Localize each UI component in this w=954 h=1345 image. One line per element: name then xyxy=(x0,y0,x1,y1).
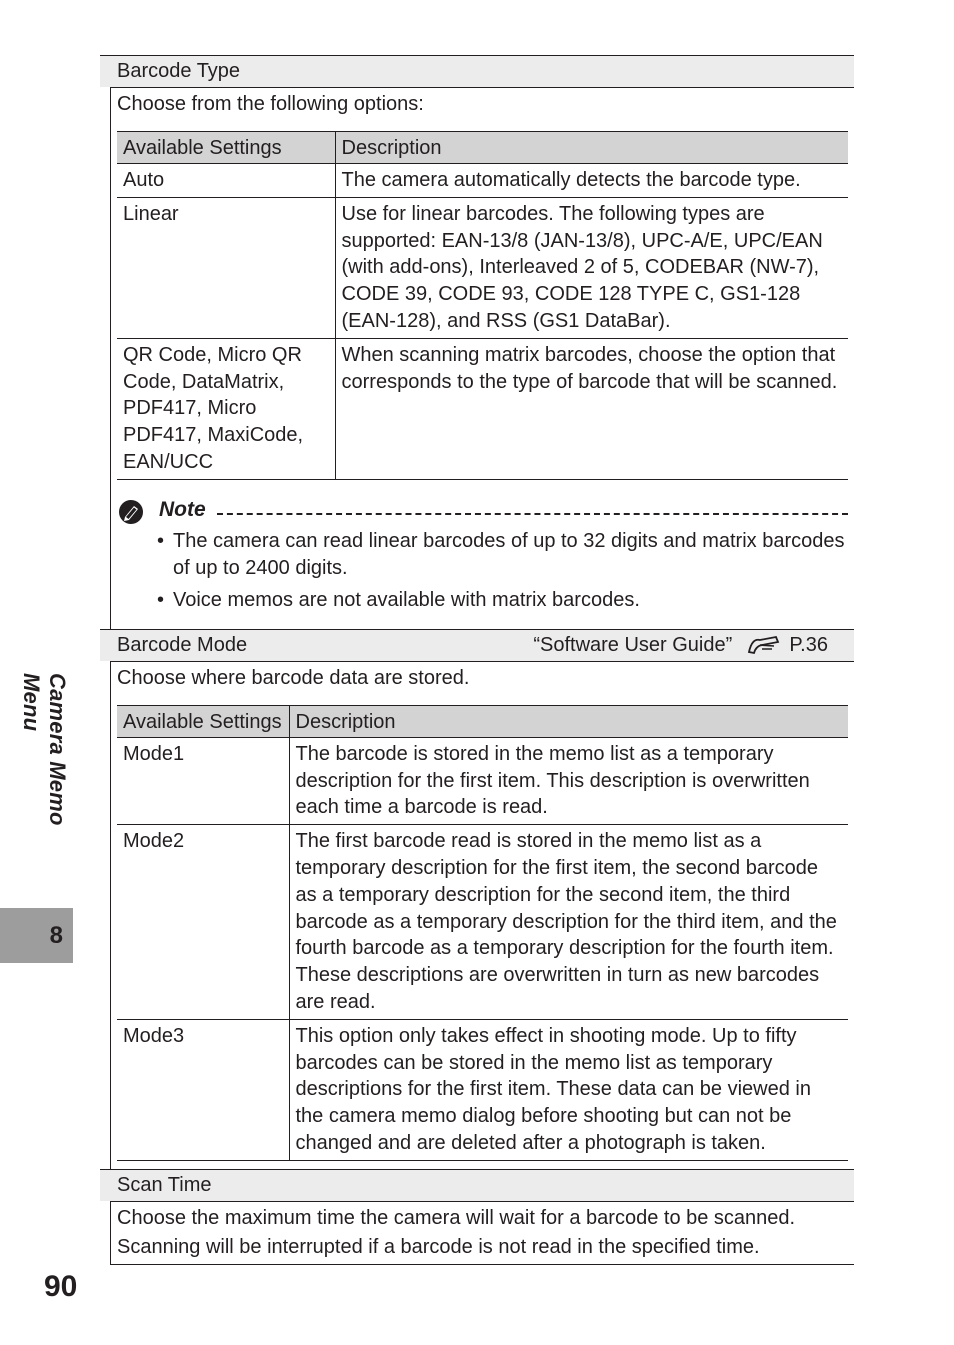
description-cell: Use for linear barcodes. The following types are supported: EAN-13/8 (JAN-13/8), UPC-A/E, UPC/EAN (with add-ons), Interleaved 2 of 5, CODEBAR (NW-7), CODE 39, CODE 93, CODE 128 TYPE C, GS1-128 (EAN-128), and RSS (GS1 DataBar). xyxy=(335,197,848,338)
note-title: Note xyxy=(159,497,206,521)
note-box xyxy=(117,496,848,614)
note-dashed-rule xyxy=(217,513,848,515)
description-cell: The camera automatically detects the barcode type. xyxy=(335,164,848,198)
table-row xyxy=(117,338,848,479)
setting-cell: QR Code, Micro QR Code, DataMatrix, PDF417, Micro PDF417, MaxiCode, EAN/UCC xyxy=(117,338,335,479)
description-cell: The first barcode read is stored in the memo list as a temporary description for the first item, the second barcode as a temporary description for the second item, the third barcode as a temporary description for the third item, and the fourth barcode as a temporary description for the fourth item. These descriptions are overwritten in turn as new barcodes are read. xyxy=(289,825,848,1020)
barcode-mode-intro: Choose where barcode data are stored. xyxy=(117,666,470,689)
barcode-type-table xyxy=(117,131,848,480)
column-header-settings: Available Settings xyxy=(117,705,289,737)
note-list xyxy=(117,528,848,614)
setting-cell: Mode2 xyxy=(117,825,289,1020)
table-row xyxy=(117,1019,848,1160)
table-header-row xyxy=(117,132,848,164)
setting-cell: Linear xyxy=(117,197,335,338)
scan-time-body xyxy=(110,1201,854,1265)
barcode-mode-title: Barcode Mode xyxy=(117,633,248,656)
table-header-row xyxy=(117,705,848,737)
table-row xyxy=(117,825,848,1020)
column-header-description: Description xyxy=(335,132,848,164)
note-heading xyxy=(117,496,848,526)
chapter-side-label: Camera Memo Menu xyxy=(19,673,70,826)
description-cell: The barcode is stored in the memo list as a temporary description for the first item. This description is overwritten each time a barcode is read. xyxy=(289,737,848,824)
description-cell: When scanning matrix barcodes, choose the option that corresponds to the type of barcode that will be scanned. xyxy=(335,338,848,479)
column-header-settings: Available Settings xyxy=(117,132,335,164)
setting-cell: Mode3 xyxy=(117,1019,289,1160)
scan-time-header xyxy=(100,1169,854,1201)
list-item: • The camera can read linear barcodes of up to 32 digits and matrix barcodes of up to 2400 digits. xyxy=(157,528,848,582)
note-pencil-icon xyxy=(117,498,145,534)
chapter-number-tab: 8 xyxy=(0,908,73,963)
page-number: 90 xyxy=(44,1270,78,1303)
setting-cell: Mode1 xyxy=(117,737,289,824)
barcode-type-body xyxy=(110,87,854,629)
barcode-mode-table xyxy=(117,705,848,1161)
page-reference-icon xyxy=(746,634,782,665)
table-row xyxy=(117,737,848,824)
barcode-mode-body xyxy=(110,661,854,1169)
table-row xyxy=(117,197,848,338)
column-header-description: Description xyxy=(289,705,848,737)
description-cell: This option only takes effect in shooting mode. Up to fifty barcodes can be stored in the memo list as temporary descriptions for the first item. These data can be viewed in the camera memo dialog before shooting but can not be changed and are deleted after a photograph is taken. xyxy=(289,1019,848,1160)
list-item: • Voice memos are not available with matrix barcodes. xyxy=(157,587,848,614)
barcode-type-intro: Choose from the following options: xyxy=(117,93,424,115)
page-content xyxy=(100,55,854,1265)
table-row xyxy=(117,164,848,198)
scan-time-title: Scan Time xyxy=(117,1173,212,1196)
scan-time-description: Choose the maximum time the camera will wait for a barcode to be scanned. Scanning will be interrupted if a barcode is not read in the specified time. xyxy=(117,1206,796,1258)
barcode-mode-header xyxy=(100,629,854,661)
reference-page: P.36 xyxy=(789,633,828,656)
barcode-type-header xyxy=(100,55,854,87)
software-guide-reference xyxy=(533,630,828,665)
barcode-type-title: Barcode Type xyxy=(117,60,241,82)
setting-cell: Auto xyxy=(117,164,335,198)
reference-text: “Software User Guide” xyxy=(533,633,733,656)
